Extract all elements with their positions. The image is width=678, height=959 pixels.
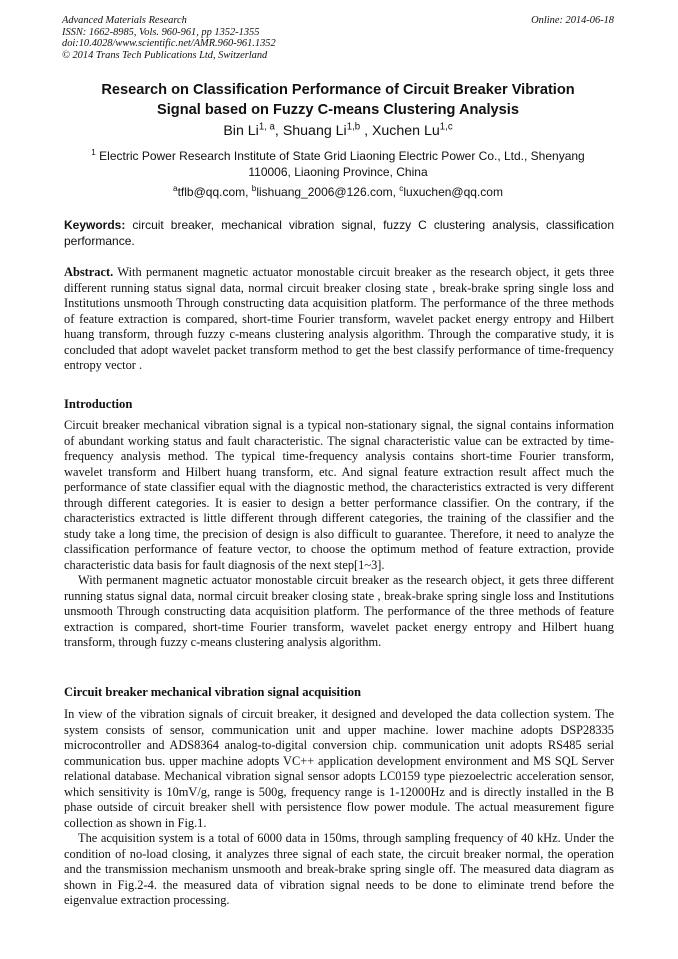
email-separator: , bbox=[245, 185, 252, 199]
author-separator: , bbox=[360, 123, 372, 139]
keywords-text: circuit breaker, mechanical vibration signal, fuzzy C clustering analysis, classification performance. bbox=[64, 218, 614, 248]
author-name: Xuchen Lu bbox=[371, 123, 440, 139]
affiliation-mark: 1 bbox=[91, 148, 96, 157]
paragraph: With permanent magnetic actuator monostable circuit breaker as the research object, it gets three different running status signal data, normal circuit breaker closing state , break-brake spring single loss and Institutions unsmooth Through constructing data acquisition platform. The performance of the three methods of feature extraction is compared, short-time Fourier transform, wavelet packet energy entropy and Hilbert huang transform, through fuzzy c-means clustering analysis algorithm. bbox=[64, 573, 614, 649]
section-heading-introduction: Introduction bbox=[64, 397, 133, 411]
author-name: Shuang Li bbox=[282, 123, 347, 139]
title-line-1: Research on Classification Performance of Circuit Breaker Vibration bbox=[101, 82, 575, 98]
paragraph: The acquisition system is a total of 6000 data in 150ms, through sampling frequency of 40 kHz. Under the condition of no-load closing, it analyzes three signal of each state, the circuit breaker normal, the operation and the transmission mechanism unsmooth and break-brake spring single off. The measured data diagram as shown in Fig.2-4. the measured data of vibration signal needs to be done to eliminate trend before the eigenvalue extraction processing. bbox=[64, 831, 614, 907]
author-affil-mark: 1,b bbox=[346, 121, 361, 133]
author-list bbox=[62, 121, 614, 141]
title-line-2: Signal based on Fuzzy C-means Clustering Analysis bbox=[157, 102, 519, 118]
issn-line: ISSN: 1662-8985, Vols. 960-961, pp 1352-1355 bbox=[62, 26, 260, 38]
email-address: luxuchen@qq.com bbox=[403, 185, 503, 199]
acquisition-body bbox=[64, 707, 614, 909]
abstract-label: Abstract. bbox=[64, 265, 114, 279]
keywords bbox=[64, 218, 614, 250]
journal-header bbox=[62, 15, 276, 61]
introduction-body bbox=[64, 418, 614, 651]
abstract bbox=[64, 265, 614, 374]
email-address: lishuang_2006@126.com bbox=[256, 185, 393, 199]
email-address: tflb@qq.com bbox=[177, 185, 246, 199]
section-heading-acquisition: Circuit breaker mechanical vibration signal acquisition bbox=[64, 685, 362, 699]
keywords-label: Keywords: bbox=[64, 218, 126, 232]
email-mark: c bbox=[399, 184, 404, 193]
abstract-text: With permanent magnetic actuator monostable circuit breaker as the research object, it gets three different running status signal data, normal circuit breaker closing state , break-brake spring single loss and Institutions unsmooth Through constructing data acquisition platform. The performance of the three methods of feature extraction is compared, short-time Fourier transform, wavelet packet energy entropy and Hilbert huang transform, through fuzzy c-means clustering analysis algorithm. Through the comparative study, it is concluded that adopt wavelet packet transform method to get the best classify performance of time-frequency entropy vector . bbox=[64, 265, 614, 372]
email-list bbox=[62, 184, 614, 200]
email-mark: b bbox=[251, 184, 257, 193]
doi-line: doi:10.4028/www.scientific.net/AMR.960-961.1352 bbox=[62, 38, 276, 50]
author-name: Bin Li bbox=[223, 123, 259, 139]
journal-name: Advanced Materials Research bbox=[62, 15, 187, 26]
author-affil-mark: 1,c bbox=[439, 121, 453, 133]
copyright-line: © 2014 Trans Tech Publications Ltd, Switzerland bbox=[62, 49, 268, 61]
author-separator: , bbox=[274, 123, 283, 139]
email-separator: , bbox=[392, 185, 400, 199]
paragraph: Circuit breaker mechanical vibration signal is a typical non-stationary signal, the signal contains information of abundant working status and fault characteristic. The signal characteristic value can be extracted by time-frequency analysis method. The typical time-frequency analysis contains short-time Fourier transform, wavelet transform and Hilbert huang transform, etc. And signal feature extraction result affect much the performance of state classifier equal with the diagnostic method, the characteristics extracted is very different through different categories. It is easier to design a better performance classifier. On the contrary, if the characteristics extracted is little different through different categories, the training of the classifier and the study take a long time, the precision of design is also difficult to guarantee. Therefore, it need to analyze the classification performance of feature vector, to choose the optimum method of feature extraction, provide characteristic data basis for fault diagnosis of the next step[1~3]. bbox=[64, 418, 614, 572]
paper-title bbox=[62, 80, 614, 120]
affiliation-text: Electric Power Research Institute of State Grid Liaoning Electric Power Co., Ltd., Shenyang 110006, Liaoning Province, China bbox=[99, 149, 585, 179]
email-mark: a bbox=[173, 184, 178, 193]
online-date: Online: 2014-06-18 bbox=[531, 15, 614, 26]
author-affil-mark: 1, a bbox=[258, 121, 275, 133]
affiliation bbox=[78, 149, 598, 180]
paragraph: In view of the vibration signals of circuit breaker, it designed and developed the data collection system. The system consists of sensor, communication unit and upper machine. lower machine adopts DSP28335 microcontroller and ADS8364 analog-to-digital conversion chip. communication unit adopts RS485 serial communication bus. upper machine adopts VC++ application development environment and MS SQL Server relational database. Mechanical vibration signal sensor adopts LC0159 type piezoelectric acceleration sensor, which sensitivity is 10mV/g, range is 500g, frequency range is 1-12000Hz and is directly installed in the B phase outside of circuit breaker shell with persistence flow power module. The actual measurement figure collection as shown in Fig.1. bbox=[64, 707, 614, 830]
